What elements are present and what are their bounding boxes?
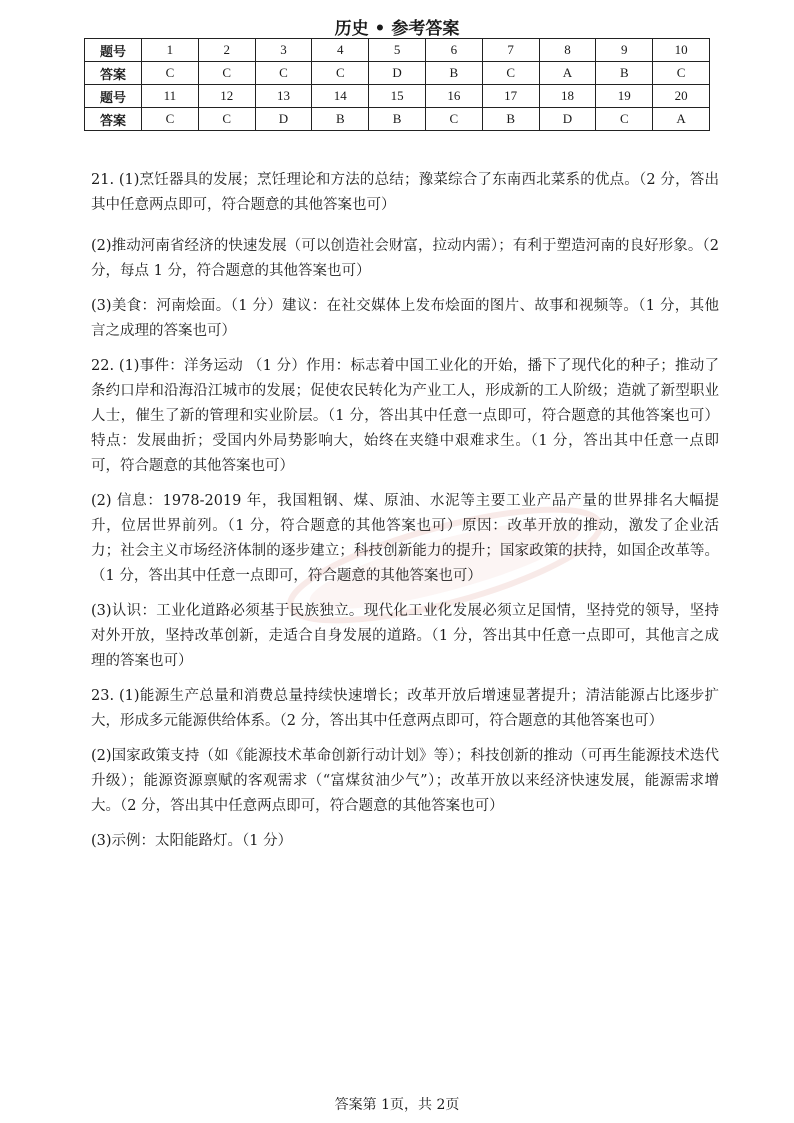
answer-paragraph: 23. (1)能源生产总量和消费总量持续快速增长；改革开放后增速显著提升；清洁能源占比逐步扩大，形成多元能源供给体系。（2 分，答出其中任意两点即可，符合题意的其他答案也可）	[91, 688, 719, 729]
answer-cell: C	[198, 108, 255, 131]
answer-paragraph: (2)推动河南省经济的快速发展（可以创造社会财富，拉动内需）；有利于塑造河南的良好形象。（2 分，每点 1 分，符合题意的其他答案也可）	[91, 238, 719, 279]
question-number-cell: 1	[142, 39, 199, 62]
page-footer: 答案第 1页，共 2页	[334, 1097, 460, 1113]
question-number-cell: 7	[482, 39, 539, 62]
answer-cell: C	[142, 108, 199, 131]
row-header-answer: 答案	[85, 62, 142, 85]
answer-paragraph: 21. (1)烹饪器具的发展；烹饪理论和方法的总结；豫菜综合了东南西北菜系的优点。（2 分，答出其中任意两点即可，符合题意的其他答案也可）	[91, 172, 719, 213]
question-number-cell: 9	[596, 39, 653, 62]
answer-cell: A	[539, 62, 596, 85]
answer-content	[91, 168, 719, 864]
row-header-answer: 答案	[85, 108, 142, 131]
answer-cell: C	[198, 62, 255, 85]
question-number-cell: 6	[425, 39, 482, 62]
row-header-number: 题号	[85, 85, 142, 108]
question-number-cell: 12	[198, 85, 255, 108]
answer-cell: C	[142, 62, 199, 85]
answer-paragraph: (3)美食：河南烩面。（1 分）建议：在社交媒体上发布烩面的图片、故事和视频等。（1 分，其他言之成理的答案也可）	[91, 298, 719, 339]
answer-row	[85, 62, 710, 85]
question-number-cell: 13	[255, 85, 312, 108]
answer-row	[85, 108, 710, 131]
answer-paragraph: (2) 信息：1978-2019 年，我国粗钢、煤、原油、水泥等主要工业产品产量的世界排名大幅提升，位居世界前列。（1 分，符合题意的其他答案也可）原因：改革开放的推动，激发了企业活力；社会主义市场经济体制的逐步建立；科技创新能力的提升；国家政策的扶持，如国企改革等。（1 分，答出其中任意一点即可，符合题意的其他答案也可）	[91, 493, 719, 584]
question-number-cell: 17	[482, 85, 539, 108]
question-number-cell: 14	[312, 85, 369, 108]
question-number-cell: 10	[653, 39, 710, 62]
answer-cell: C	[596, 108, 653, 131]
answer-cell: D	[255, 108, 312, 131]
question-number-cell: 3	[255, 39, 312, 62]
answer-table	[84, 38, 710, 131]
answer-paragraph: 22. (1)事件：洋务运动 （1 分）作用：标志着中国工业化的开始，播下了现代化的种子；推动了条约口岸和沿海沿江城市的发展；促使农民转化为产业工人，形成新的工人阶级；造就了新型职业人士，催生了新的管理和实业阶层。（1 分，答出其中任意一点即可，符合题意的其他答案也可）特点：发展曲折；受国内外局势影响大，始终在夹缝中艰难求生。（1 分，答出其中任意一点即可，符合题意的其他答案也可）	[91, 358, 719, 474]
question-number-cell: 18	[539, 85, 596, 108]
answer-cell: A	[653, 108, 710, 131]
page-title: 历史 • 参考答案	[334, 19, 460, 39]
answer-cell: B	[596, 62, 653, 85]
answer-cell: C	[255, 62, 312, 85]
question-number-cell: 19	[596, 85, 653, 108]
answer-paragraph: (3)示例：太阳能路灯。（1 分）	[91, 833, 293, 849]
question-number-cell: 16	[425, 85, 482, 108]
answer-cell: C	[482, 62, 539, 85]
question-number-cell: 5	[369, 39, 426, 62]
question-number-row	[85, 85, 710, 108]
question-number-cell: 8	[539, 39, 596, 62]
answer-cell: B	[482, 108, 539, 131]
answer-paragraph: (2)国家政策支持（如《能源技术革命创新行动计划》等）；科技创新的推动（可再生能源技术迭代升级）；能源资源禀赋的客观需求（“富煤贫油少气”）；改革开放以来经济快速发展，能源需求增大。（2 分，答出其中任意两点即可，符合题意的其他答案也可）	[91, 748, 719, 814]
question-number-row	[85, 39, 710, 62]
question-number-cell: 2	[198, 39, 255, 62]
answer-cell: C	[312, 62, 369, 85]
question-number-cell: 20	[653, 85, 710, 108]
answer-cell: D	[369, 62, 426, 85]
row-header-number: 题号	[85, 39, 142, 62]
answer-cell: B	[425, 62, 482, 85]
question-number-cell: 15	[369, 85, 426, 108]
question-number-cell: 4	[312, 39, 369, 62]
answer-cell: D	[539, 108, 596, 131]
answer-cell: C	[425, 108, 482, 131]
answer-cell: B	[312, 108, 369, 131]
question-number-cell: 11	[142, 85, 199, 108]
answer-cell: B	[369, 108, 426, 131]
answer-cell: C	[653, 62, 710, 85]
answer-paragraph: (3)认识：工业化道路必须基于民族独立。现代化工业化发展必须立足国情，坚持党的领导，坚持对外开放，坚持改革创新，走适合自身发展的道路。（1 分，答出其中任意一点即可，其他言之成理的答案也可）	[91, 603, 719, 669]
